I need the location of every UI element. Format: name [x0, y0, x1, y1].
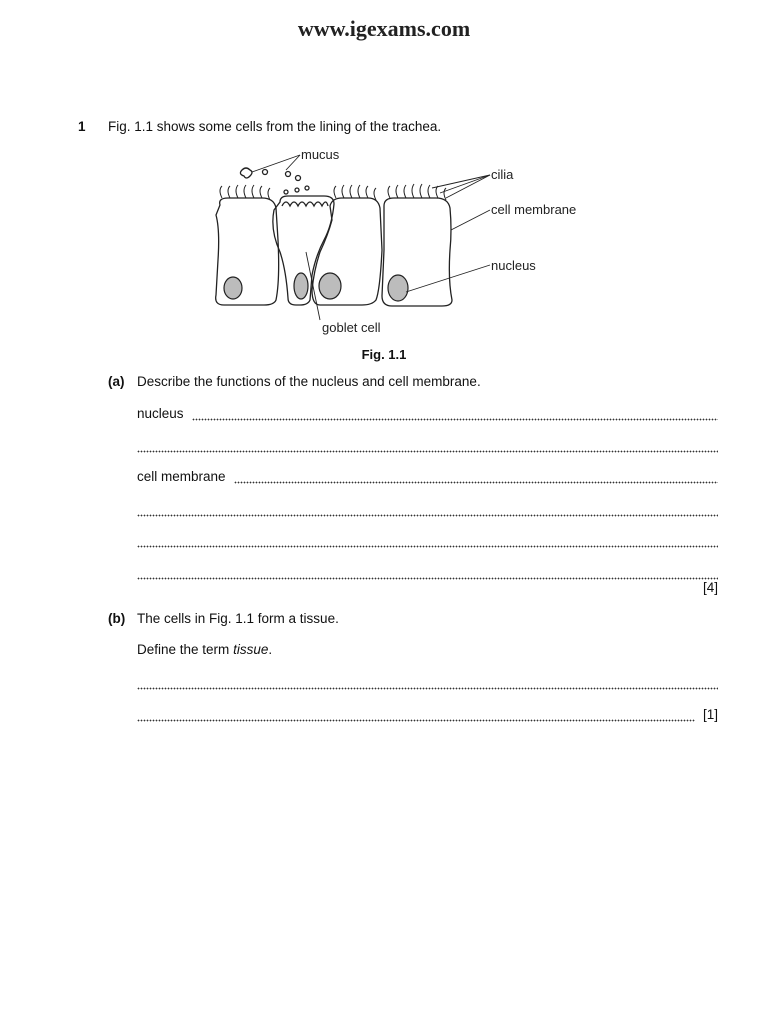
- trachea-cells-diagram: [200, 140, 600, 340]
- define-suffix: .: [268, 642, 273, 657]
- site-header: www.igexams.com: [297, 16, 471, 41]
- part-a-marks: [4]: [702, 580, 718, 595]
- answer-line[interactable]: [137, 499, 718, 517]
- question-number: 1: [78, 119, 86, 134]
- part-b-prompt: The cells in Fig. 1.1 form a tissue.: [137, 611, 339, 626]
- label-nucleus: nucleus: [491, 258, 536, 273]
- answer-line[interactable]: [137, 672, 718, 690]
- define-term: tissue: [233, 642, 269, 657]
- answer-line-final[interactable]: [137, 704, 718, 722]
- nucleus-cell-3: [319, 273, 341, 299]
- part-a-prompt: Describe the functions of the nucleus and cell membrane.: [137, 374, 481, 389]
- answer-line[interactable]: [137, 435, 718, 453]
- figure-caption: Fig. 1.1: [361, 347, 407, 362]
- nucleus-leader-line: [406, 265, 490, 292]
- mucus-droplet: [263, 170, 268, 175]
- mucus-leader-line: [252, 155, 300, 172]
- mucus-droplet: [305, 186, 309, 190]
- mucus-droplet: [286, 172, 291, 177]
- dotted-line: [137, 568, 718, 580]
- cilia-leader-line: [432, 175, 490, 188]
- cilia-leader-line: [446, 175, 490, 198]
- dotted-line: [137, 505, 718, 517]
- goblet-mucus-outline: [282, 202, 328, 206]
- question-intro: Fig. 1.1 shows some cells from the lining of the trachea.: [108, 119, 442, 134]
- answer-line-nucleus[interactable]: [137, 403, 718, 421]
- dotted-line: [137, 536, 718, 548]
- mucus-droplet: [296, 176, 301, 181]
- dotted-line: [137, 678, 718, 690]
- cilia-leader-line: [440, 175, 490, 193]
- part-a-label: (a): [108, 374, 125, 389]
- define-prefix: Define the term: [137, 642, 230, 657]
- label-goblet-cell: goblet cell: [322, 320, 381, 335]
- part-b-define: [137, 642, 272, 657]
- cell-membrane-leader-line: [451, 210, 490, 230]
- mucus-droplet: [295, 188, 299, 192]
- label-cilia: cilia: [491, 167, 514, 182]
- label-cell-membrane: cell membrane: [491, 202, 577, 217]
- mucus-droplet: [284, 190, 288, 194]
- nucleus-cell-1: [224, 277, 242, 299]
- part-b-label: (b): [108, 611, 126, 626]
- part-b-marks: [1]: [702, 707, 718, 722]
- dotted-line: [192, 409, 718, 421]
- answer-line-cell-membrane[interactable]: [137, 466, 718, 484]
- label-mucus: mucus: [301, 147, 340, 162]
- trachea-cells-figure: [200, 140, 600, 340]
- answer-line[interactable]: [137, 530, 718, 548]
- nucleus-goblet-cell: [294, 273, 308, 299]
- dotted-line: [137, 710, 695, 722]
- mucus-blob: [240, 168, 252, 178]
- answer-line[interactable]: [137, 562, 718, 580]
- answer-line-label: cell membrane: [137, 469, 226, 484]
- nucleus-cell-4: [388, 275, 408, 301]
- answer-line-label: nucleus: [137, 406, 184, 421]
- dotted-line: [137, 441, 718, 453]
- dotted-line: [234, 472, 718, 484]
